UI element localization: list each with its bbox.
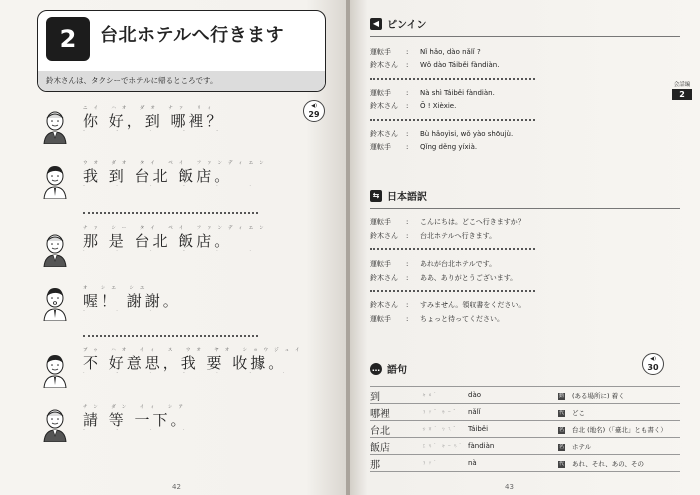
- table-row: 台北 ㄊㄞˊ ㄅㄟˇ Táiběi 名 台北 (地名)（「臺北」とも書く）: [370, 421, 680, 438]
- pinyin-line: 運転手 : Nǐ hǎo, dào nǎlǐ ?: [370, 48, 481, 56]
- lesson-subtitle: 鈴木さんは、タクシーでホテルに帰るところです。: [38, 71, 325, 91]
- right-page: [350, 0, 700, 495]
- driver-icon: [42, 231, 68, 267]
- pinyin-heading: ◀ ピンイン: [370, 16, 427, 31]
- lesson-number: 2: [46, 17, 90, 61]
- translate-icon: ⇆: [370, 190, 382, 202]
- dialogue-line: ブゥ ハオ イィ ス ウオ ヤオ ショウジュイ 不 好意思，我 要 收據。 ˋ ˇ ˋ ˇ ˋ ˉ ˋ: [83, 348, 306, 377]
- rule: [370, 36, 680, 37]
- translation-line: 運転手 : あれが台北ホテルです。: [370, 260, 497, 268]
- dialogue-line: ウオ ダオ タイ ベイ ファンディエン 我 到 台北 飯店。 ˇ ˋ ˊ ˇ ˋ ˋ: [83, 161, 270, 190]
- divider: [370, 248, 535, 250]
- audio-track-badge: ◀) 29: [303, 100, 325, 122]
- chapter-tab: 会話編 2: [673, 82, 691, 99]
- pinyin-line: 運転手 : Qǐng děng yíxià.: [370, 143, 478, 151]
- driver-icon: [42, 108, 68, 144]
- pinyin-line: 運転手 : Nà shì Táiběi fàndiàn.: [370, 89, 495, 97]
- left-page: [0, 0, 348, 495]
- pinyin-line: 鈴木さん : Ō ! Xièxie.: [370, 102, 457, 110]
- dialogue-line: ナァ シー タイ ベイ ファンディエン 那 是 台北 飯店。 ˋ ˋ ˊ ˇ ˋ ˋ: [83, 226, 270, 255]
- suzuki-icon: [42, 163, 68, 199]
- speech-bubble-icon: …: [372, 363, 380, 373]
- table-row: 飯店 ㄈㄢˋ ㄉㄧㄢˋ fàndiàn 名 ホテル: [370, 438, 680, 455]
- rule: [370, 208, 680, 209]
- dialogue-line: ニイ ハオ ダオ ナァ リィ 你 好，到 哪裡？ ˇ ˇ ˋ ˇ ˇ: [83, 106, 234, 135]
- speaker-icon: ◀): [650, 356, 656, 362]
- translation-line: 鈴木さん : 台北ホテルへ行きます。: [370, 232, 497, 240]
- lesson-title: 台北ホテルへ行きます: [100, 25, 285, 46]
- vocab-heading: … 語句: [372, 363, 407, 376]
- page-number: 43: [505, 483, 514, 491]
- driver-icon: [42, 406, 68, 442]
- lesson-header: [37, 10, 326, 92]
- speaker-icon: ◀): [311, 103, 317, 109]
- speaker-icon: ◀: [370, 18, 382, 30]
- divider: [370, 78, 535, 80]
- dialogue-line: オ シエ シエ 喔！ 謝謝。 ˉ ˋ ˋ: [83, 286, 181, 315]
- divider: [370, 119, 535, 121]
- table-row: 那 ㄋㄚˋ nà 代 あれ、それ、あの、その: [370, 455, 680, 472]
- table-row: 哪裡 ㄋㄚˇ ㄌㄧˇ nǎlǐ 代 どこ: [370, 404, 680, 421]
- audio-track-badge: ◀) 30: [642, 353, 664, 375]
- divider: [83, 335, 258, 337]
- translation-line: 鈴木さん : すみません。領収書をください。: [370, 301, 526, 309]
- suzuki-icon: [42, 352, 68, 388]
- dialogue-line: チン ダン イィ シア 請 等 一下。 ˇ ˇ ˊ ˋ: [83, 405, 200, 434]
- pinyin-line: 鈴木さん : Bù hǎoyìsi, wǒ yào shōujù.: [370, 130, 514, 138]
- divider: [83, 212, 258, 214]
- translation-line: 鈴木さん : ああ、ありがとうございます。: [370, 274, 518, 282]
- translation-line: 運転手 : ちょっと待ってください。: [370, 315, 504, 323]
- translation-heading: ⇆ 日本語訳: [370, 188, 427, 203]
- suzuki-icon: [42, 285, 68, 321]
- translation-line: 運転手 : こんにちは。どこへ行きますか？: [370, 218, 525, 226]
- pinyin-line: 鈴木さん : Wǒ dào Táiběi fàndiàn.: [370, 61, 500, 69]
- table-row: 到 ㄉㄠˋ dào 動 (ある場所に) 着く: [370, 387, 680, 404]
- divider: [370, 290, 535, 292]
- vocab-table: [370, 386, 680, 472]
- page-number: 42: [172, 483, 181, 491]
